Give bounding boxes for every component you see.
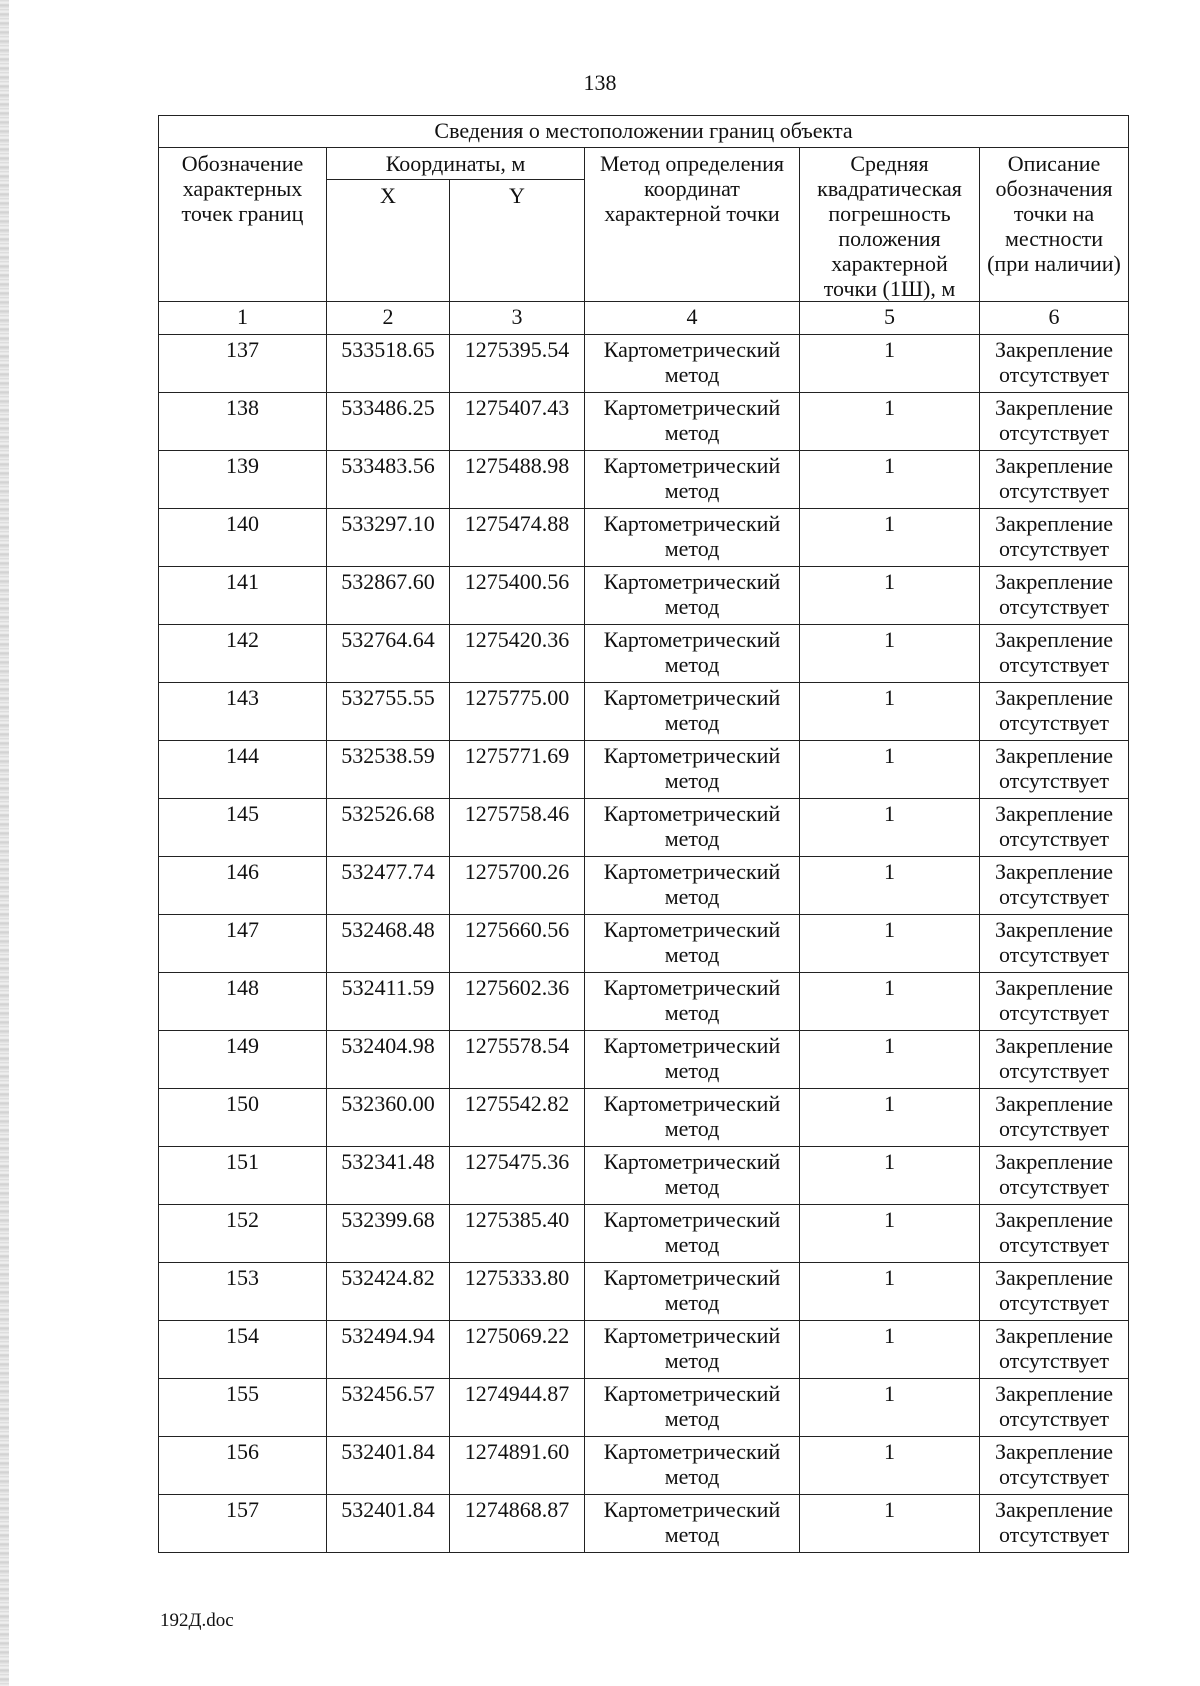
cell-y: 1275542.82 <box>450 1089 585 1147</box>
cell-point: 148 <box>159 973 327 1031</box>
cell-x: 532456.57 <box>327 1379 450 1437</box>
table-row <box>159 1147 1129 1205</box>
cell-method: Картометрический метод <box>585 625 800 683</box>
cell-error: 1 <box>800 1147 980 1205</box>
cell-method: Картометрический метод <box>585 393 800 451</box>
cell-x: 532755.55 <box>327 683 450 741</box>
cell-description: Закрепление отсутствует <box>980 1321 1129 1379</box>
column-number: 6 <box>980 302 1129 335</box>
cell-point: 149 <box>159 1031 327 1089</box>
table-row <box>159 741 1129 799</box>
cell-point: 137 <box>159 335 327 393</box>
table-row <box>159 973 1129 1031</box>
cell-method: Картометрический метод <box>585 683 800 741</box>
cell-point: 151 <box>159 1147 327 1205</box>
column-number: 5 <box>800 302 980 335</box>
cell-y: 1275333.80 <box>450 1263 585 1321</box>
cell-error: 1 <box>800 799 980 857</box>
cell-y: 1275488.98 <box>450 451 585 509</box>
header-y: Y <box>450 180 585 302</box>
header-coordinates: Координаты, м <box>327 148 585 180</box>
page-number: 138 <box>583 70 617 95</box>
cell-point: 146 <box>159 857 327 915</box>
document-filename: 192Д.doc <box>160 1610 234 1631</box>
cell-x: 533518.65 <box>327 335 450 393</box>
cell-error: 1 <box>800 1379 980 1437</box>
cell-x: 532538.59 <box>327 741 450 799</box>
cell-x: 532526.68 <box>327 799 450 857</box>
cell-y: 1275395.54 <box>450 335 585 393</box>
cell-error: 1 <box>800 509 980 567</box>
cell-method: Картометрический метод <box>585 1495 800 1553</box>
cell-error: 1 <box>800 625 980 683</box>
cell-y: 1275771.69 <box>450 741 585 799</box>
cell-method: Картометрический метод <box>585 857 800 915</box>
cell-x: 532411.59 <box>327 973 450 1031</box>
cell-x: 532764.64 <box>327 625 450 683</box>
cell-point: 154 <box>159 1321 327 1379</box>
cell-point: 144 <box>159 741 327 799</box>
cell-point: 152 <box>159 1205 327 1263</box>
table-title: Сведения о местоположении границ объекта <box>159 116 1129 148</box>
cell-description: Закрепление отсутствует <box>980 741 1129 799</box>
header-x: X <box>327 180 450 302</box>
cell-error: 1 <box>800 393 980 451</box>
cell-description: Закрепление отсутствует <box>980 567 1129 625</box>
cell-description: Закрепление отсутствует <box>980 857 1129 915</box>
header-point: Обозначение характерных точек границ <box>159 148 327 302</box>
cell-description: Закрепление отсутствует <box>980 1089 1129 1147</box>
cell-x: 532494.94 <box>327 1321 450 1379</box>
cell-error: 1 <box>800 567 980 625</box>
cell-x: 532341.48 <box>327 1147 450 1205</box>
column-number: 2 <box>327 302 450 335</box>
table-header-row <box>159 148 1129 180</box>
cell-description: Закрепление отсутствует <box>980 1379 1129 1437</box>
cell-y: 1274891.60 <box>450 1437 585 1495</box>
cell-description: Закрепление отсутствует <box>980 973 1129 1031</box>
cell-method: Картометрический метод <box>585 1031 800 1089</box>
cell-x: 533297.10 <box>327 509 450 567</box>
cell-method: Картометрический метод <box>585 567 800 625</box>
cell-description: Закрепление отсутствует <box>980 1031 1129 1089</box>
cell-method: Картометрический метод <box>585 1205 800 1263</box>
cell-point: 141 <box>159 567 327 625</box>
cell-point: 155 <box>159 1379 327 1437</box>
cell-error: 1 <box>800 451 980 509</box>
table-row <box>159 915 1129 973</box>
table-body <box>159 335 1129 1553</box>
cell-error: 1 <box>800 915 980 973</box>
cell-error: 1 <box>800 973 980 1031</box>
cell-x: 532360.00 <box>327 1089 450 1147</box>
cell-y: 1275578.54 <box>450 1031 585 1089</box>
cell-y: 1275700.26 <box>450 857 585 915</box>
cell-y: 1275660.56 <box>450 915 585 973</box>
cell-point: 150 <box>159 1089 327 1147</box>
table-row <box>159 1031 1129 1089</box>
cell-x: 532404.98 <box>327 1031 450 1089</box>
cell-description: Закрепление отсутствует <box>980 799 1129 857</box>
cell-point: 143 <box>159 683 327 741</box>
cell-y: 1274944.87 <box>450 1379 585 1437</box>
cell-description: Закрепление отсутствует <box>980 451 1129 509</box>
table-row <box>159 393 1129 451</box>
cell-x: 532401.84 <box>327 1437 450 1495</box>
cell-y: 1275420.36 <box>450 625 585 683</box>
cell-point: 142 <box>159 625 327 683</box>
cell-error: 1 <box>800 857 980 915</box>
cell-x: 532468.48 <box>327 915 450 973</box>
table-row <box>159 1263 1129 1321</box>
cell-description: Закрепление отсутствует <box>980 1147 1129 1205</box>
header-method: Метод определения координат характерной точки <box>585 148 800 302</box>
cell-method: Картометрический метод <box>585 1321 800 1379</box>
table-row <box>159 1321 1129 1379</box>
cell-y: 1275407.43 <box>450 393 585 451</box>
cell-y: 1275602.36 <box>450 973 585 1031</box>
table-title-row <box>159 116 1129 148</box>
cell-error: 1 <box>800 1321 980 1379</box>
cell-method: Картометрический метод <box>585 973 800 1031</box>
cell-description: Закрепление отсутствует <box>980 683 1129 741</box>
cell-point: 145 <box>159 799 327 857</box>
cell-y: 1275758.46 <box>450 799 585 857</box>
cell-method: Картометрический метод <box>585 1437 800 1495</box>
cell-x: 533483.56 <box>327 451 450 509</box>
table-row <box>159 567 1129 625</box>
cell-method: Картометрический метод <box>585 1147 800 1205</box>
cell-error: 1 <box>800 1495 980 1553</box>
cell-x: 532424.82 <box>327 1263 450 1321</box>
cell-method: Картометрический метод <box>585 1379 800 1437</box>
cell-error: 1 <box>800 1263 980 1321</box>
table-row <box>159 1379 1129 1437</box>
cell-x: 532477.74 <box>327 857 450 915</box>
cell-method: Картометрический метод <box>585 335 800 393</box>
cell-method: Картометрический метод <box>585 509 800 567</box>
cell-point: 147 <box>159 915 327 973</box>
cell-point: 140 <box>159 509 327 567</box>
table-row <box>159 625 1129 683</box>
cell-error: 1 <box>800 1437 980 1495</box>
table-row <box>159 509 1129 567</box>
column-number: 4 <box>585 302 800 335</box>
cell-y: 1275069.22 <box>450 1321 585 1379</box>
cell-error: 1 <box>800 683 980 741</box>
cell-error: 1 <box>800 1089 980 1147</box>
cell-error: 1 <box>800 1031 980 1089</box>
column-number-row <box>159 302 1129 335</box>
cell-description: Закрепление отсутствует <box>980 393 1129 451</box>
table-row <box>159 1205 1129 1263</box>
table-row <box>159 1437 1129 1495</box>
boundary-points-table <box>158 115 1129 1553</box>
table-row <box>159 1089 1129 1147</box>
table-row <box>159 451 1129 509</box>
table-row <box>159 857 1129 915</box>
cell-description: Закрепление отсутствует <box>980 335 1129 393</box>
cell-y: 1275385.40 <box>450 1205 585 1263</box>
cell-method: Картометрический метод <box>585 451 800 509</box>
cell-x: 532399.68 <box>327 1205 450 1263</box>
cell-error: 1 <box>800 335 980 393</box>
table-row <box>159 683 1129 741</box>
cell-point: 153 <box>159 1263 327 1321</box>
cell-y: 1275400.56 <box>450 567 585 625</box>
cell-description: Закрепление отсутствует <box>980 509 1129 567</box>
column-number: 1 <box>159 302 327 335</box>
cell-y: 1274868.87 <box>450 1495 585 1553</box>
cell-point: 139 <box>159 451 327 509</box>
cell-point: 157 <box>159 1495 327 1553</box>
cell-method: Картометрический метод <box>585 799 800 857</box>
table-row <box>159 799 1129 857</box>
cell-description: Закрепление отсутствует <box>980 1495 1129 1553</box>
cell-y: 1275475.36 <box>450 1147 585 1205</box>
cell-method: Картометрический метод <box>585 1263 800 1321</box>
cell-description: Закрепление отсутствует <box>980 915 1129 973</box>
cell-point: 138 <box>159 393 327 451</box>
cell-x: 532401.84 <box>327 1495 450 1553</box>
cell-y: 1275474.88 <box>450 509 585 567</box>
cell-error: 1 <box>800 741 980 799</box>
header-description: Описание обозначения точки на местности (при наличии) <box>980 148 1129 302</box>
cell-method: Картометрический метод <box>585 1089 800 1147</box>
cell-description: Закрепление отсутствует <box>980 625 1129 683</box>
cell-method: Картометрический метод <box>585 915 800 973</box>
header-error: Средняя квадратическая погрешность положения характерной точки (1Ш), м <box>800 148 980 302</box>
cell-description: Закрепление отсутствует <box>980 1263 1129 1321</box>
cell-point: 156 <box>159 1437 327 1495</box>
cell-method: Картометрический метод <box>585 741 800 799</box>
column-number: 3 <box>450 302 585 335</box>
table-row <box>159 335 1129 393</box>
cell-description: Закрепление отсутствует <box>980 1437 1129 1495</box>
cell-description: Закрепление отсутствует <box>980 1205 1129 1263</box>
table-row <box>159 1495 1129 1553</box>
cell-y: 1275775.00 <box>450 683 585 741</box>
cell-error: 1 <box>800 1205 980 1263</box>
scan-edge <box>0 0 9 1686</box>
cell-x: 532867.60 <box>327 567 450 625</box>
cell-x: 533486.25 <box>327 393 450 451</box>
